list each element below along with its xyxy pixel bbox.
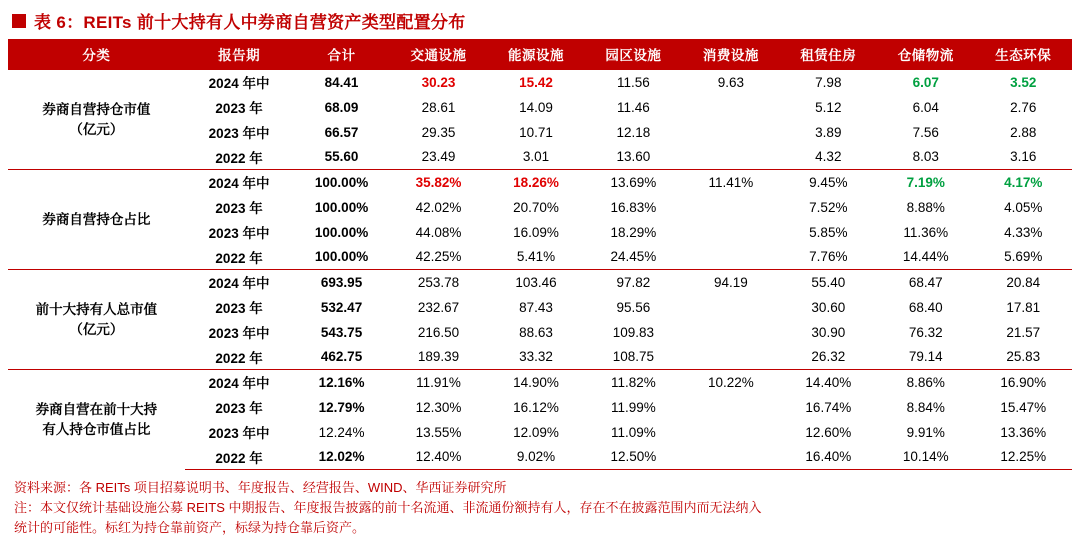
data-cell: 6.04 (912, 99, 939, 115)
data-cell: 103.46 (487, 270, 584, 295)
data-cell: 11.91% (390, 370, 487, 395)
data-cell: 14.40% (780, 370, 877, 395)
data-cell: 7.76% (809, 249, 848, 265)
table-row (8, 170, 1072, 195)
data-cell: 100.00% (314, 249, 369, 265)
data-cell: 20.84 (975, 270, 1073, 295)
data-cell: 11.09% (611, 424, 656, 440)
col-header-warehouse: 仓储物流 (877, 39, 974, 70)
data-cell: 24.45% (610, 249, 657, 265)
row-period-cell: 2022 年 (215, 150, 263, 166)
data-cell: 13.55% (415, 424, 462, 440)
data-cell: 12.16% (293, 370, 389, 395)
data-cell: 42.25% (415, 249, 462, 265)
data-cell: 16.12% (513, 399, 559, 415)
data-cell: 11.46 (617, 99, 650, 115)
data-cell: 189.39 (417, 349, 460, 365)
data-cell: 16.74% (805, 399, 852, 415)
data-cell: 13.60 (616, 149, 651, 165)
data-cell: 12.30% (415, 399, 462, 415)
data-cell: 15.42 (487, 70, 584, 95)
data-cell: 26.32 (811, 349, 846, 365)
data-cell: 3.52 (975, 70, 1073, 95)
data-cell: 30.23 (390, 70, 487, 95)
data-cell: 12.25% (975, 445, 1073, 470)
row-period-cell: 2024 年中 (185, 170, 294, 195)
data-cell: 3.89 (815, 124, 842, 140)
data-cell: 28.61 (421, 99, 456, 115)
data-cell: 13.69% (585, 170, 682, 195)
data-cell: 55.40 (780, 270, 877, 295)
row-period-cell: 2024 年中 (185, 270, 294, 295)
data-cell: 25.83 (1006, 349, 1041, 365)
data-cell (682, 445, 779, 470)
row-period-cell: 2023 年 (215, 401, 263, 416)
data-cell: 7.98 (780, 70, 877, 95)
data-cell (682, 295, 779, 320)
data-cell (682, 95, 779, 120)
data-cell (682, 195, 779, 220)
data-cell: 11.36% (903, 224, 949, 240)
row-group-label: 前十大持有人总市值 （亿元） (8, 270, 185, 370)
data-cell: 4.33% (1004, 224, 1043, 240)
data-cell: 100.00% (314, 224, 369, 240)
data-cell: 14.09 (519, 99, 553, 115)
data-cell: 3.16 (1010, 149, 1037, 165)
data-cell: 232.67 (417, 299, 460, 315)
data-cell: 543.75 (320, 324, 363, 340)
data-cell: 4.17% (975, 170, 1073, 195)
data-cell: 11.99% (611, 399, 656, 415)
data-cell: 532.47 (320, 299, 363, 315)
data-cell (682, 395, 779, 420)
data-cell: 16.09% (513, 224, 559, 240)
data-cell: 8.84% (906, 399, 945, 415)
table-body (8, 70, 1072, 470)
data-cell: 6.07 (877, 70, 974, 95)
data-cell: 7.19% (877, 170, 974, 195)
data-cell: 108.75 (612, 349, 655, 365)
row-period-cell: 2022 年 (215, 250, 263, 266)
data-cell: 253.78 (390, 270, 487, 295)
data-cell: 29.35 (421, 124, 456, 140)
col-header-energy: 能源设施 (487, 39, 584, 70)
data-cell (682, 345, 779, 370)
data-cell: 88.63 (519, 324, 553, 340)
data-cell: 13.36% (1000, 424, 1047, 440)
row-period-cell: 2023 年 (215, 201, 263, 216)
data-cell: 11.56 (585, 70, 682, 95)
col-header-total: 合计 (293, 39, 389, 70)
data-cell (682, 145, 779, 170)
table-header-row (8, 39, 1072, 70)
row-period-cell: 2023 年中 (208, 226, 270, 241)
col-header-rental: 租赁住房 (780, 39, 877, 70)
data-cell: 12.50% (585, 445, 682, 470)
table-footnotes (8, 474, 1072, 538)
row-period-cell: 2024 年中 (185, 70, 294, 95)
data-cell: 12.79% (318, 399, 365, 415)
row-period-cell: 2023 年 (215, 101, 263, 116)
row-group-label: 券商自营在前十大持 有人持仓市值占比 (8, 370, 185, 470)
data-cell: 16.83% (610, 199, 657, 215)
row-period-cell: 2022 年 (215, 350, 263, 366)
data-cell: 35.82% (390, 170, 487, 195)
data-cell: 16.40% (780, 445, 877, 470)
data-cell: 68.09 (324, 99, 359, 115)
row-group-label: 券商自营持仓市值 （亿元） (8, 70, 185, 170)
data-cell: 9.45% (780, 170, 877, 195)
data-cell: 2.88 (1010, 124, 1037, 140)
page-title-text: 表 6：REITs 前十大持有人中券商自营资产类型配置分布 (34, 13, 466, 32)
data-cell: 12.60% (805, 424, 852, 440)
data-cell: 33.32 (519, 349, 553, 365)
data-cell: 216.50 (417, 324, 460, 340)
data-cell (682, 420, 779, 445)
data-cell: 12.02% (293, 445, 389, 470)
title-marker-icon (12, 14, 26, 28)
data-cell: 95.56 (616, 299, 651, 315)
data-cell: 20.70% (513, 199, 559, 215)
data-cell: 8.86% (877, 370, 974, 395)
col-header-transport: 交通设施 (390, 39, 487, 70)
data-cell: 10.71 (519, 124, 553, 140)
data-cell: 693.95 (293, 270, 389, 295)
table-row (8, 70, 1072, 95)
data-cell: 42.02% (415, 199, 462, 215)
data-cell: 12.40% (390, 445, 487, 470)
data-cell: 68.47 (877, 270, 974, 295)
data-cell: 4.32 (815, 149, 842, 165)
data-cell: 66.57 (324, 124, 359, 140)
data-cell: 100.00% (293, 170, 389, 195)
table-row (8, 270, 1072, 295)
data-cell: 100.00% (314, 199, 369, 215)
col-header-period: 报告期 (185, 39, 294, 70)
data-cell: 5.69% (1004, 249, 1043, 265)
data-cell: 12.09% (513, 424, 559, 440)
data-cell (682, 245, 779, 270)
data-cell: 14.90% (487, 370, 584, 395)
data-cell (682, 120, 779, 145)
data-cell: 21.57 (1006, 324, 1041, 340)
data-cell: 87.43 (519, 299, 553, 315)
data-cell: 462.75 (320, 349, 363, 365)
data-cell: 15.47% (1000, 399, 1047, 415)
data-cell: 8.88% (906, 199, 945, 215)
data-cell: 14.44% (902, 249, 949, 265)
data-cell: 18.26% (487, 170, 584, 195)
row-group-label: 券商自营持仓占比 (8, 170, 185, 270)
data-cell: 18.29% (610, 224, 657, 240)
data-cell: 97.82 (585, 270, 682, 295)
row-period-cell: 2022 年 (185, 445, 294, 470)
row-period-cell: 2023 年 (215, 301, 263, 316)
data-cell: 7.52% (809, 199, 848, 215)
data-cell: 12.24% (318, 424, 365, 440)
data-cell: 79.14 (908, 349, 943, 365)
row-period-cell: 2023 年中 (208, 126, 270, 141)
page-title (8, 6, 1072, 39)
data-cell: 10.14% (877, 445, 974, 470)
data-cell: 55.60 (324, 149, 359, 165)
data-cell: 23.49 (421, 149, 456, 165)
data-cell: 30.90 (811, 324, 846, 340)
data-cell: 12.18 (616, 124, 651, 140)
note-line-2: 统计的可能性。标红为持仓靠前资产，标绿为持仓靠后资产。 (14, 520, 366, 536)
source-line: 资料来源：各 REITs 项目招募说明书、年度报告、经营报告、WIND、华西证券研究所 (14, 480, 507, 495)
data-cell: 5.41% (516, 249, 556, 265)
row-period-cell: 2023 年中 (208, 326, 270, 341)
data-cell: 5.85% (809, 224, 848, 240)
data-cell: 9.91% (906, 424, 945, 440)
reits-table (8, 39, 1072, 470)
data-cell: 44.08% (415, 224, 462, 240)
table-row (8, 370, 1072, 395)
data-cell: 5.12 (815, 99, 842, 115)
data-cell: 109.83 (612, 324, 655, 340)
data-cell: 9.63 (682, 70, 779, 95)
col-header-park: 园区设施 (585, 39, 682, 70)
data-cell: 68.40 (908, 299, 943, 315)
data-cell: 11.41% (682, 170, 779, 195)
data-cell: 3.01 (522, 149, 550, 165)
data-cell: 17.81 (1006, 299, 1041, 315)
data-cell: 84.41 (293, 70, 389, 95)
data-cell: 30.60 (811, 299, 846, 315)
data-cell: 7.56 (912, 124, 939, 140)
data-cell: 76.32 (908, 324, 943, 340)
data-cell: 9.02% (487, 445, 584, 470)
col-header-category: 分类 (8, 39, 185, 70)
data-cell: 10.22% (682, 370, 779, 395)
data-cell: 4.05% (1004, 199, 1043, 215)
data-cell: 16.90% (975, 370, 1073, 395)
col-header-eco: 生态环保 (975, 39, 1073, 70)
data-cell: 2.76 (1010, 99, 1037, 115)
data-cell (682, 220, 779, 245)
note-line-1: 注：本文仅统计基础设施公募 REITS 中期报告、年度报告披露的前十名流通、非流通份额持有人，存在不在披露范围内而无法纳入 (14, 500, 762, 516)
data-cell: 8.03 (912, 149, 939, 165)
row-period-cell: 2023 年中 (208, 426, 270, 441)
row-period-cell: 2024 年中 (185, 370, 294, 395)
data-cell (682, 320, 779, 345)
col-header-consumer: 消费设施 (682, 39, 779, 70)
data-cell: 94.19 (682, 270, 779, 295)
data-cell: 11.82% (585, 370, 682, 395)
